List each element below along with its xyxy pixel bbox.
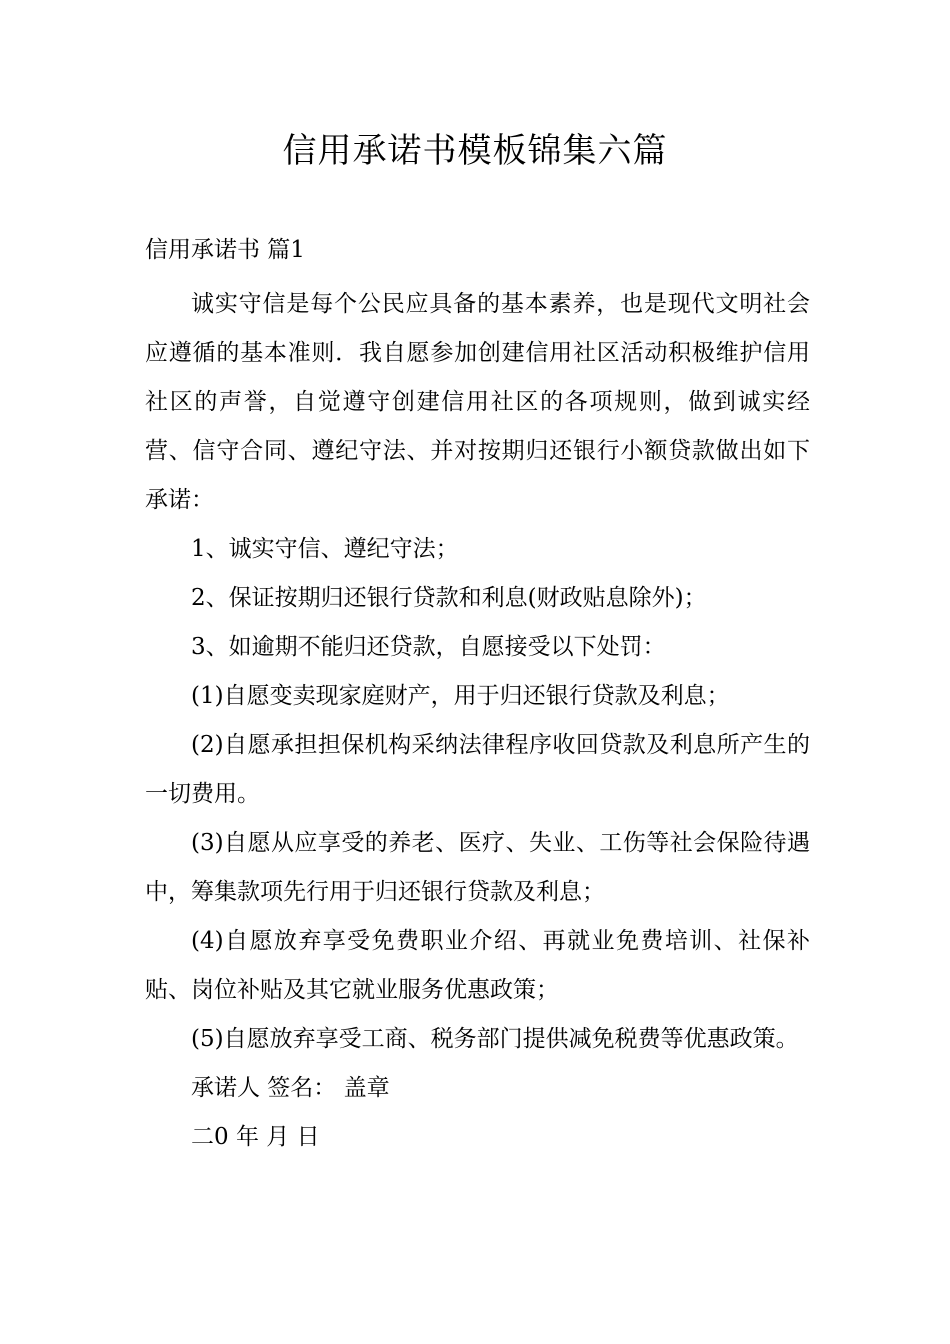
document-title: 信用承诺书模板锦集六篇 <box>282 131 668 171</box>
document-body <box>145 280 810 1162</box>
paragraph-sub-4: (4)自愿放弃享受免费职业介绍、再就业免费培训、社保补贴、岗位补贴及其它就业服务优惠政策； <box>145 928 810 1003</box>
paragraph-sub-1: (1)自愿变卖现家庭财产，用于归还银行贷款及利息； <box>191 683 730 709</box>
paragraph-sub-5: (5)自愿放弃享受工商、税务部门提供减免税费等优惠政策。 <box>191 1026 799 1052</box>
section-heading: 信用承诺书 篇1 <box>145 237 305 263</box>
paragraph-item-1: 1、诚实守信、遵纪守法； <box>191 536 459 562</box>
paragraph-sub-3: (3)自愿从应享受的养老、医疗、失业、工伤等社会保险待遇中，筹集款项先行用于归还银行贷款及利息； <box>145 830 810 905</box>
paragraph-sub-2: (2)自愿承担担保机构采纳法律程序收回贷款及利息所产生的一切费用。 <box>145 732 810 807</box>
paragraph-item-2: 2、保证按期归还银行贷款和利息(财政贴息除外)； <box>191 585 707 611</box>
date-line: 二0 年 月 日 <box>191 1124 320 1150</box>
signature-line: 承诺人 签名： 盖章 <box>191 1075 390 1101</box>
paragraph-item-3: 3、如逾期不能归还贷款，自愿接受以下处罚： <box>191 634 666 660</box>
paragraph-intro: 诚实守信是每个公民应具备的基本素养，也是现代文明社会应遵循的基本准则．我自愿参加创建信用社区活动积极维护信用社区的声誉，自觉遵守创建信用社区的各项规则，做到诚实经营、信守合同、遵纪守法、并对按期归还银行小额贷款做出如下承诺： <box>145 291 810 513</box>
